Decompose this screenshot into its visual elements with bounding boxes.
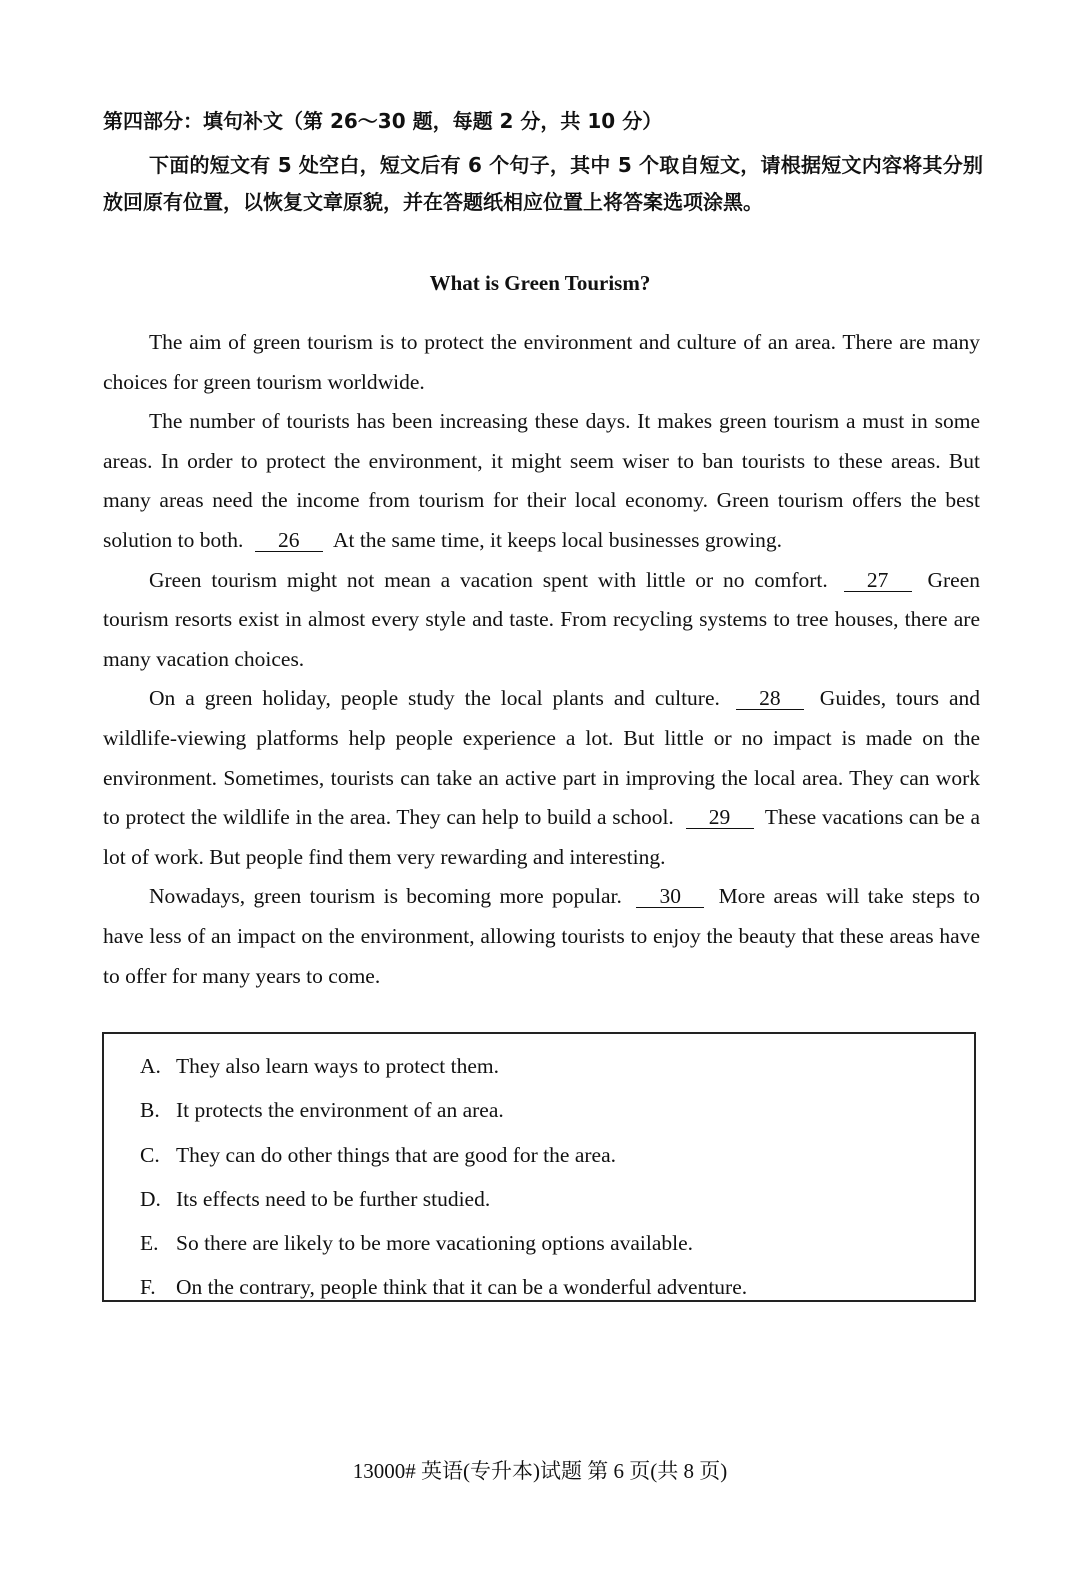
option-c [140, 1139, 974, 1183]
option-letter: C. [140, 1142, 160, 1167]
paragraph-5-before: Nowadays, green tourism is becoming more popular. [149, 884, 622, 909]
paragraph-2-before: The number of tourists has been increasing these days. It makes green tourism a must in some areas. In order to protect the environment, it might seem wiser to ban tourists to these areas. But many areas need the income from tourism for their local economy. Green tourism offers the best solution to both. [103, 409, 980, 552]
option-b [140, 1094, 974, 1138]
paragraph-4 [103, 679, 980, 877]
passage-body [103, 323, 980, 996]
option-text: Its effects need to be further studied. [176, 1186, 491, 1211]
paragraph-3 [103, 561, 980, 680]
paragraph-1-text: The aim of green tourism is to protect the environment and culture of an area. There are many choices for green tourism worldwide. [103, 330, 980, 394]
paragraph-3-before: Green tourism might not mean a vacation spent with little or no comfort. [149, 567, 828, 592]
blank-27: 27 [844, 570, 912, 592]
option-a [140, 1050, 974, 1094]
blank-26: 26 [255, 530, 323, 552]
option-letter: D. [140, 1186, 161, 1211]
option-letter: B. [140, 1098, 160, 1123]
page-footer: 13000# 英语(专升本)试题 第 6 页(共 8 页) [352, 1459, 728, 1483]
paragraph-5 [103, 877, 980, 996]
option-text: So there are likely to be more vacationing options available. [176, 1231, 694, 1256]
paragraph-2-after: At the same time, it keeps local businesses growing. [332, 527, 782, 552]
option-d [140, 1183, 974, 1227]
option-text: They also learn ways to protect them. [176, 1054, 499, 1078]
paragraph-4-after: These vacations can be a lot of work. But people find them very rewarding and interesting. [103, 805, 980, 869]
passage-title: What is Green Tourism? [429, 271, 651, 295]
option-letter: E. [140, 1231, 159, 1256]
paragraph-1 [103, 323, 980, 402]
blank-28: 28 [736, 688, 804, 710]
option-text: On the contrary, people think that it can be a wonderful adventure. [176, 1275, 748, 1300]
paragraph-4-before: On a green holiday, people study the local plants and culture. [149, 686, 720, 711]
option-text: It protects the environment of an area. [176, 1098, 504, 1123]
section-header: 第四部分：填句补文（第 26～30 题，每题 2 分，共 10 分） [103, 109, 663, 133]
option-text: They can do other things that are good for the area. [176, 1142, 616, 1167]
blank-30: 30 [636, 886, 704, 908]
paragraph-4-middle: Guides, tours and wildlife-viewing platforms help people experience a lot. But little or no impact is made on the environment. Sometimes, tourists can take an active part in improving the local area. They can work to protect the wildlife in the area. They can help to build a school. [103, 686, 981, 830]
blank-29: 29 [686, 807, 754, 829]
option-letter: F. [140, 1275, 156, 1300]
option-letter: A. [140, 1054, 161, 1078]
paragraph-2 [103, 402, 980, 560]
paragraph-5-after: More areas will take steps to have less of an impact on the environment, allowing tourists to enjoy the beauty that these areas have to offer for many years to come. [103, 884, 981, 988]
paragraph-3-after: Green tourism resorts exist in almost every style and taste. From recycling systems to tree houses, there are many vacation choices. [103, 567, 980, 671]
options-list [104, 1034, 974, 1316]
option-f [140, 1271, 974, 1315]
options-box [102, 1032, 976, 1302]
option-e [140, 1227, 974, 1271]
instruction-text: 下面的短文有 5 处空白，短文后有 6 个句子，其中 5 个取自短文，请根据短文内容将其分别放回原有位置，以恢复文章原貌，并在答题纸相应位置上将答案选项涂黑。 [103, 153, 983, 214]
